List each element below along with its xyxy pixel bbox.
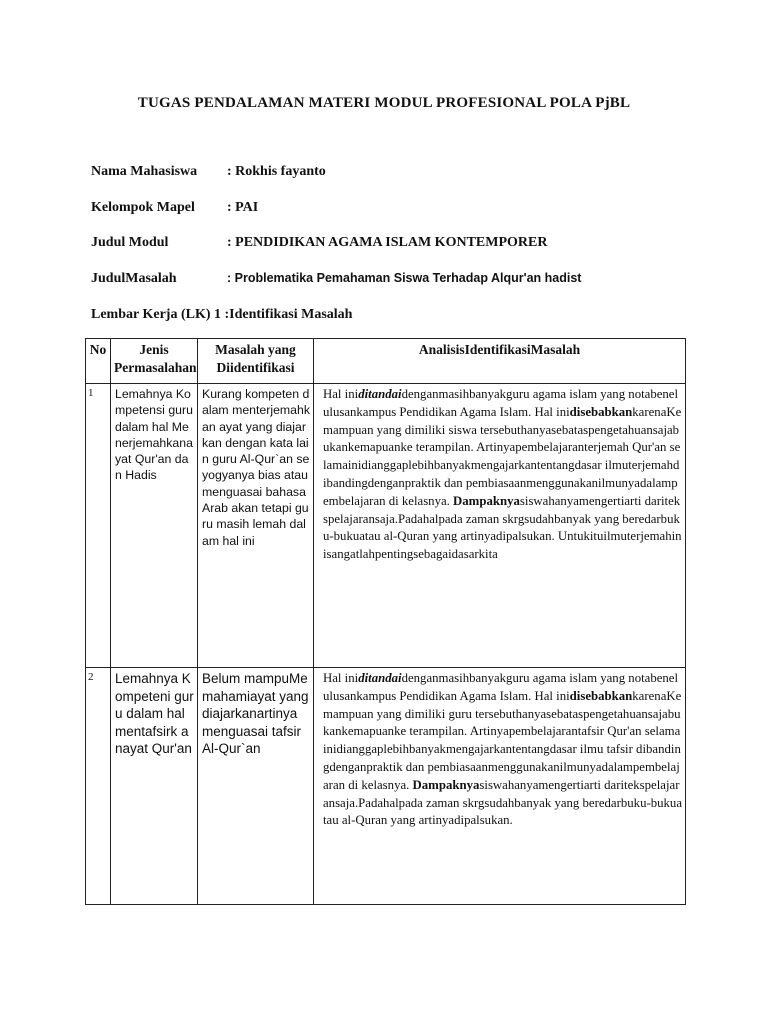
meta-label: Nama Mahasiswa [91, 164, 198, 179]
meta-row-judul-masalah [91, 271, 581, 287]
header-masalah: Masalah yang Diidentifikasi [198, 339, 314, 384]
analisis-cell [314, 668, 686, 905]
analysis-text: denganmasihbanyakguru agama islam yang notabenelulusankampus Pendidikan Agama Islam. Hal ini [323, 387, 679, 419]
header-jenis: Jenis Permasalahan [111, 339, 198, 384]
jenis-permasalahan-cell: Lemahnya Kompetensi guru dalam hal Menerjemahkanayat Qur'an dan Hadis [111, 384, 198, 668]
header-no: No [86, 339, 111, 384]
meta-label: Judul Modul [91, 235, 169, 250]
masalah-cell: Belum mampuMemahamiayat yang diajarkanartinya menguasai tafsir Al-Qur`an [198, 668, 314, 905]
analysis-text: karenaKemampuan yang dimiliki guru tersebuthanyasebataspengetahuansajabukankemapuanke terampilan. Artinyapembelajarantafsir Qur'an selamainidianggaplebihbanyakmengajarkantentangdasar ilmu tafsir dibandingdenganpraktik dan pembiasaanmenggunakanilmunyadalampembelajaran di kelasnya. [323, 688, 682, 792]
document-title: TUGAS PENDALAMAN MATERI MODUL PROFESIONAL POLA PjBL [137, 95, 631, 111]
meta-value: : Problematika Pemahaman Siswa Terhadap Alqur'an hadist [227, 271, 582, 285]
analysis-text: siswahanyamengertiarti daritekspelajaransaja.Padahalpada zaman skrgsudahbanyak yang beredarbuku-bukuatau al-Quran yang artinyadipalsukan. Untukituilmuterjemahinisangatlahpentingsebagaidasarkita [323, 493, 682, 562]
analisis-cell [314, 384, 686, 668]
analysis-text: Hal ini [323, 387, 359, 401]
meta-value: : PENDIDIKAN AGAMA ISLAM KONTEMPORER [227, 235, 548, 250]
meta-row-nama [91, 164, 326, 180]
meta-value: : Rokhis fayanto [227, 164, 326, 179]
analysis-emphasis: disebabkan [569, 404, 633, 419]
worksheet-title: Lembar Kerja (LK) 1 :Identifikasi Masalah [91, 307, 353, 322]
meta-row-kelompok [91, 200, 258, 216]
jenis-permasalahan-cell: Lemahnya Kompeteni guru dalam hal mentafsirk anayat Qur'an [111, 668, 198, 905]
analysis-emphasis: ditandai [358, 671, 402, 685]
row-number: 2 [86, 668, 111, 905]
meta-row-judul-modul [91, 235, 547, 251]
table-row [86, 384, 686, 668]
analysis-emphasis: Dampaknya [453, 493, 520, 508]
masalah-cell: Kurang kompeten dalam menterjemahkan ayat yang diajarkan dengan kata lain guru Al-Qur`an seyogyanya bias atau menguasai bahasa Arab akan tetapi guru masih lemah dalam hal ini [198, 384, 314, 668]
analysis-text: denganmasihbanyakguru agama islam yang notabenelulusankampus Pendidikan Agama Islam. Hal ini [323, 671, 679, 703]
analysis-emphasis: disebabkan [569, 688, 633, 703]
analysis-emphasis: ditandai [358, 387, 402, 401]
table-row [86, 668, 686, 905]
row-number: 1 [86, 384, 111, 668]
meta-value: : PAI [227, 200, 259, 215]
analysis-text: siswahanyamengertiarti daritekspelajaransaja.Padahalpada zaman skrgsudahbanyak yang beredarbuku-bukuatau al-Quran yang artinyadipalsukan. [323, 777, 683, 828]
analysis-text: Hal ini [323, 671, 359, 685]
analysis-text: karenaKemampuan yang dimiliki siswa tersebuthanyasebataspengetahuansajabukankemapuanke terampilan. Artinyapembelajaranterjemah Qur'an selamainidianggaplebihbanyakmengajarkantentangdasar ilmuterjemahdibandingdenganpraktik dan pembiasaanmenggunakanilmunyadalampembelajaran di kelasnya. [323, 404, 682, 508]
meta-label: JudulMasalah [91, 271, 177, 286]
analysis-emphasis: Dampaknya [412, 777, 480, 792]
identification-table [85, 338, 686, 905]
header-analisis: AnalisisIdentifikasiMasalah [314, 339, 686, 384]
table-header-row [86, 339, 686, 384]
meta-label: Kelompok Mapel [91, 200, 195, 215]
